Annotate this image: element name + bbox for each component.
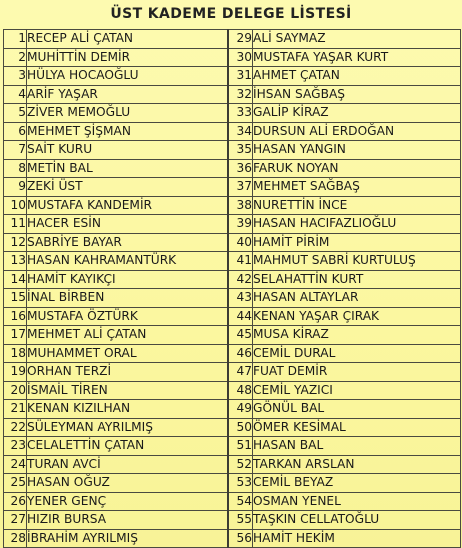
delegate-name-right: DURSUN ALİ ERDOĞAN [253,122,461,141]
table-row [4,363,461,382]
delegate-name-left: ZİVER MEMOĞLU [27,104,229,123]
delegate-name-left: MEHMET ALİ ÇATAN [27,326,229,345]
delegate-name-right: AHMET ÇATAN [253,67,461,86]
delegate-name-left: HAMİT KAYIKÇI [27,270,229,289]
row-number-left: 21 [4,400,27,419]
row-number-right: 47 [228,363,253,382]
row-number-left: 4 [4,85,27,104]
row-number-right: 51 [228,437,253,456]
table-row [4,400,461,419]
row-number-left: 16 [4,307,27,326]
delegate-name-right: TAŞKIN CELLATOĞLU [253,511,461,530]
delegate-name-right: GÖNÜL BAL [253,400,461,419]
row-number-right: 44 [228,307,253,326]
table-row [4,215,461,234]
delegate-name-right: CEMİL DURAL [253,344,461,363]
delegate-name-right: SELAHATTİN KURT [253,270,461,289]
delegate-name-right: GALİP KİRAZ [253,104,461,123]
row-number-left: 15 [4,289,27,308]
row-number-right: 37 [228,178,253,197]
delegate-name-left: KENAN KIZILHAN [27,400,229,419]
row-number-right: 48 [228,381,253,400]
table-row [4,474,461,493]
row-number-left: 28 [4,529,27,548]
row-number-right: 56 [228,529,253,548]
table-row [4,307,461,326]
delegate-name-right: MEHMET SAĞBAŞ [253,178,461,197]
table-row [4,418,461,437]
delegate-name-left: HACER ESİN [27,215,229,234]
row-number-right: 45 [228,326,253,345]
delegate-name-right: CEMİL BEYAZ [253,474,461,493]
row-number-left: 3 [4,67,27,86]
row-number-left: 10 [4,196,27,215]
row-number-left: 8 [4,159,27,178]
row-number-right: 42 [228,270,253,289]
row-number-right: 46 [228,344,253,363]
table-row [4,104,461,123]
row-number-right: 29 [228,30,253,49]
delegate-name-right: FUAT DEMİR [253,363,461,382]
row-number-left: 27 [4,511,27,530]
delegate-name-left: HASAN KAHRAMANTÜRK [27,252,229,271]
row-number-left: 22 [4,418,27,437]
table-row [4,141,461,160]
row-number-right: 31 [228,67,253,86]
delegate-name-right: HASAN YANGIN [253,141,461,160]
page-title: ÜST KADEME DELEGE LİSTESİ [110,6,352,22]
row-number-left: 26 [4,492,27,511]
table-row [4,67,461,86]
row-number-left: 24 [4,455,27,474]
table-row [4,233,461,252]
table-row [4,437,461,456]
table-row [4,381,461,400]
table-row [4,511,461,530]
delegate-name-left: ARİF YAŞAR [27,85,229,104]
table-row [4,30,461,49]
delegate-name-left: HÜLYA HOCAOĞLU [27,67,229,86]
row-number-left: 5 [4,104,27,123]
delegate-name-right: HASAN BAL [253,437,461,456]
row-number-left: 9 [4,178,27,197]
delegate-name-right: KENAN YAŞAR ÇIRAK [253,307,461,326]
delegate-name-left: ZEKİ ÜST [27,178,229,197]
table-row [4,344,461,363]
delegate-name-left: HIZIR BURSA [27,511,229,530]
row-number-left: 14 [4,270,27,289]
delegate-name-left: MUSTAFA KANDEMİR [27,196,229,215]
row-number-right: 49 [228,400,253,419]
row-number-right: 55 [228,511,253,530]
delegate-name-right: ÖMER KESİMAL [253,418,461,437]
row-number-right: 50 [228,418,253,437]
row-number-right: 40 [228,233,253,252]
delegate-name-right: HASAN HACIFAZLIOĞLU [253,215,461,234]
delegate-name-left: HASAN OĞUZ [27,474,229,493]
row-number-left: 12 [4,233,27,252]
table-row [4,122,461,141]
delegate-name-left: İSMAİL TİREN [27,381,229,400]
row-number-right: 52 [228,455,253,474]
row-number-right: 33 [228,104,253,123]
table-row [4,178,461,197]
row-number-right: 39 [228,215,253,234]
delegate-name-left: CELALETTİN ÇATAN [27,437,229,456]
row-number-right: 35 [228,141,253,160]
delegate-name-left: SABRİYE BAYAR [27,233,229,252]
delegate-name-left: SAİT KURU [27,141,229,160]
row-number-left: 7 [4,141,27,160]
table-row [4,289,461,308]
delegate-name-right: HAMİT HEKİM [253,529,461,548]
delegate-name-left: MUSTAFA ÖZTÜRK [27,307,229,326]
row-number-right: 54 [228,492,253,511]
row-number-right: 53 [228,474,253,493]
delegate-name-right: TARKAN ARSLAN [253,455,461,474]
delegate-name-right: FARUK NOYAN [253,159,461,178]
table-row [4,455,461,474]
row-number-left: 20 [4,381,27,400]
row-number-left: 18 [4,344,27,363]
row-number-left: 25 [4,474,27,493]
table-row [4,196,461,215]
table-row [4,326,461,345]
delegate-name-right: NURETTİN İNCE [253,196,461,215]
delegate-name-left: TURAN AVCİ [27,455,229,474]
row-number-left: 13 [4,252,27,271]
delegate-name-right: MUSA KİRAZ [253,326,461,345]
table-row [4,492,461,511]
row-number-left: 23 [4,437,27,456]
table-row [4,270,461,289]
delegate-name-right: İHSAN SAĞBAŞ [253,85,461,104]
row-number-left: 6 [4,122,27,141]
delegate-name-right: CEMİL YAZICI [253,381,461,400]
row-number-left: 1 [4,30,27,49]
row-number-left: 17 [4,326,27,345]
row-number-right: 30 [228,48,253,67]
row-number-right: 38 [228,196,253,215]
delegate-name-left: İBRAHİM AYRILMIŞ [27,529,229,548]
row-number-right: 32 [228,85,253,104]
delegate-name-right: HASAN ALTAYLAR [253,289,461,308]
table-row [4,159,461,178]
delegate-name-right: OSMAN YENEL [253,492,461,511]
row-number-left: 2 [4,48,27,67]
delegate-name-right: ALİ SAYMAZ [253,30,461,49]
table-row [4,85,461,104]
delegate-name-left: MEHMET ŞİŞMAN [27,122,229,141]
delegate-name-left: SÜLEYMAN AYRILMIŞ [27,418,229,437]
table-row [4,529,461,548]
table-row [4,252,461,271]
row-number-left: 19 [4,363,27,382]
row-number-right: 36 [228,159,253,178]
delegate-name-right: MAHMUT SABRİ KURTULUŞ [253,252,461,271]
delegate-name-left: METİN BAL [27,159,229,178]
table-row [4,48,461,67]
delegate-name-left: MUHAMMET ORAL [27,344,229,363]
row-number-left: 11 [4,215,27,234]
delegate-name-left: RECEP ALİ ÇATAN [27,30,229,49]
delegate-table [3,29,461,548]
delegate-name-left: MUHİTTİN DEMİR [27,48,229,67]
row-number-right: 34 [228,122,253,141]
row-number-right: 43 [228,289,253,308]
delegate-name-left: YENER GENÇ [27,492,229,511]
delegate-name-right: MUSTAFA YAŞAR KURT [253,48,461,67]
delegate-name-left: ORHAN TERZİ [27,363,229,382]
row-number-right: 41 [228,252,253,271]
delegate-name-left: İNAL BİRBEN [27,289,229,308]
delegate-name-right: HAMİT PİRİM [253,233,461,252]
